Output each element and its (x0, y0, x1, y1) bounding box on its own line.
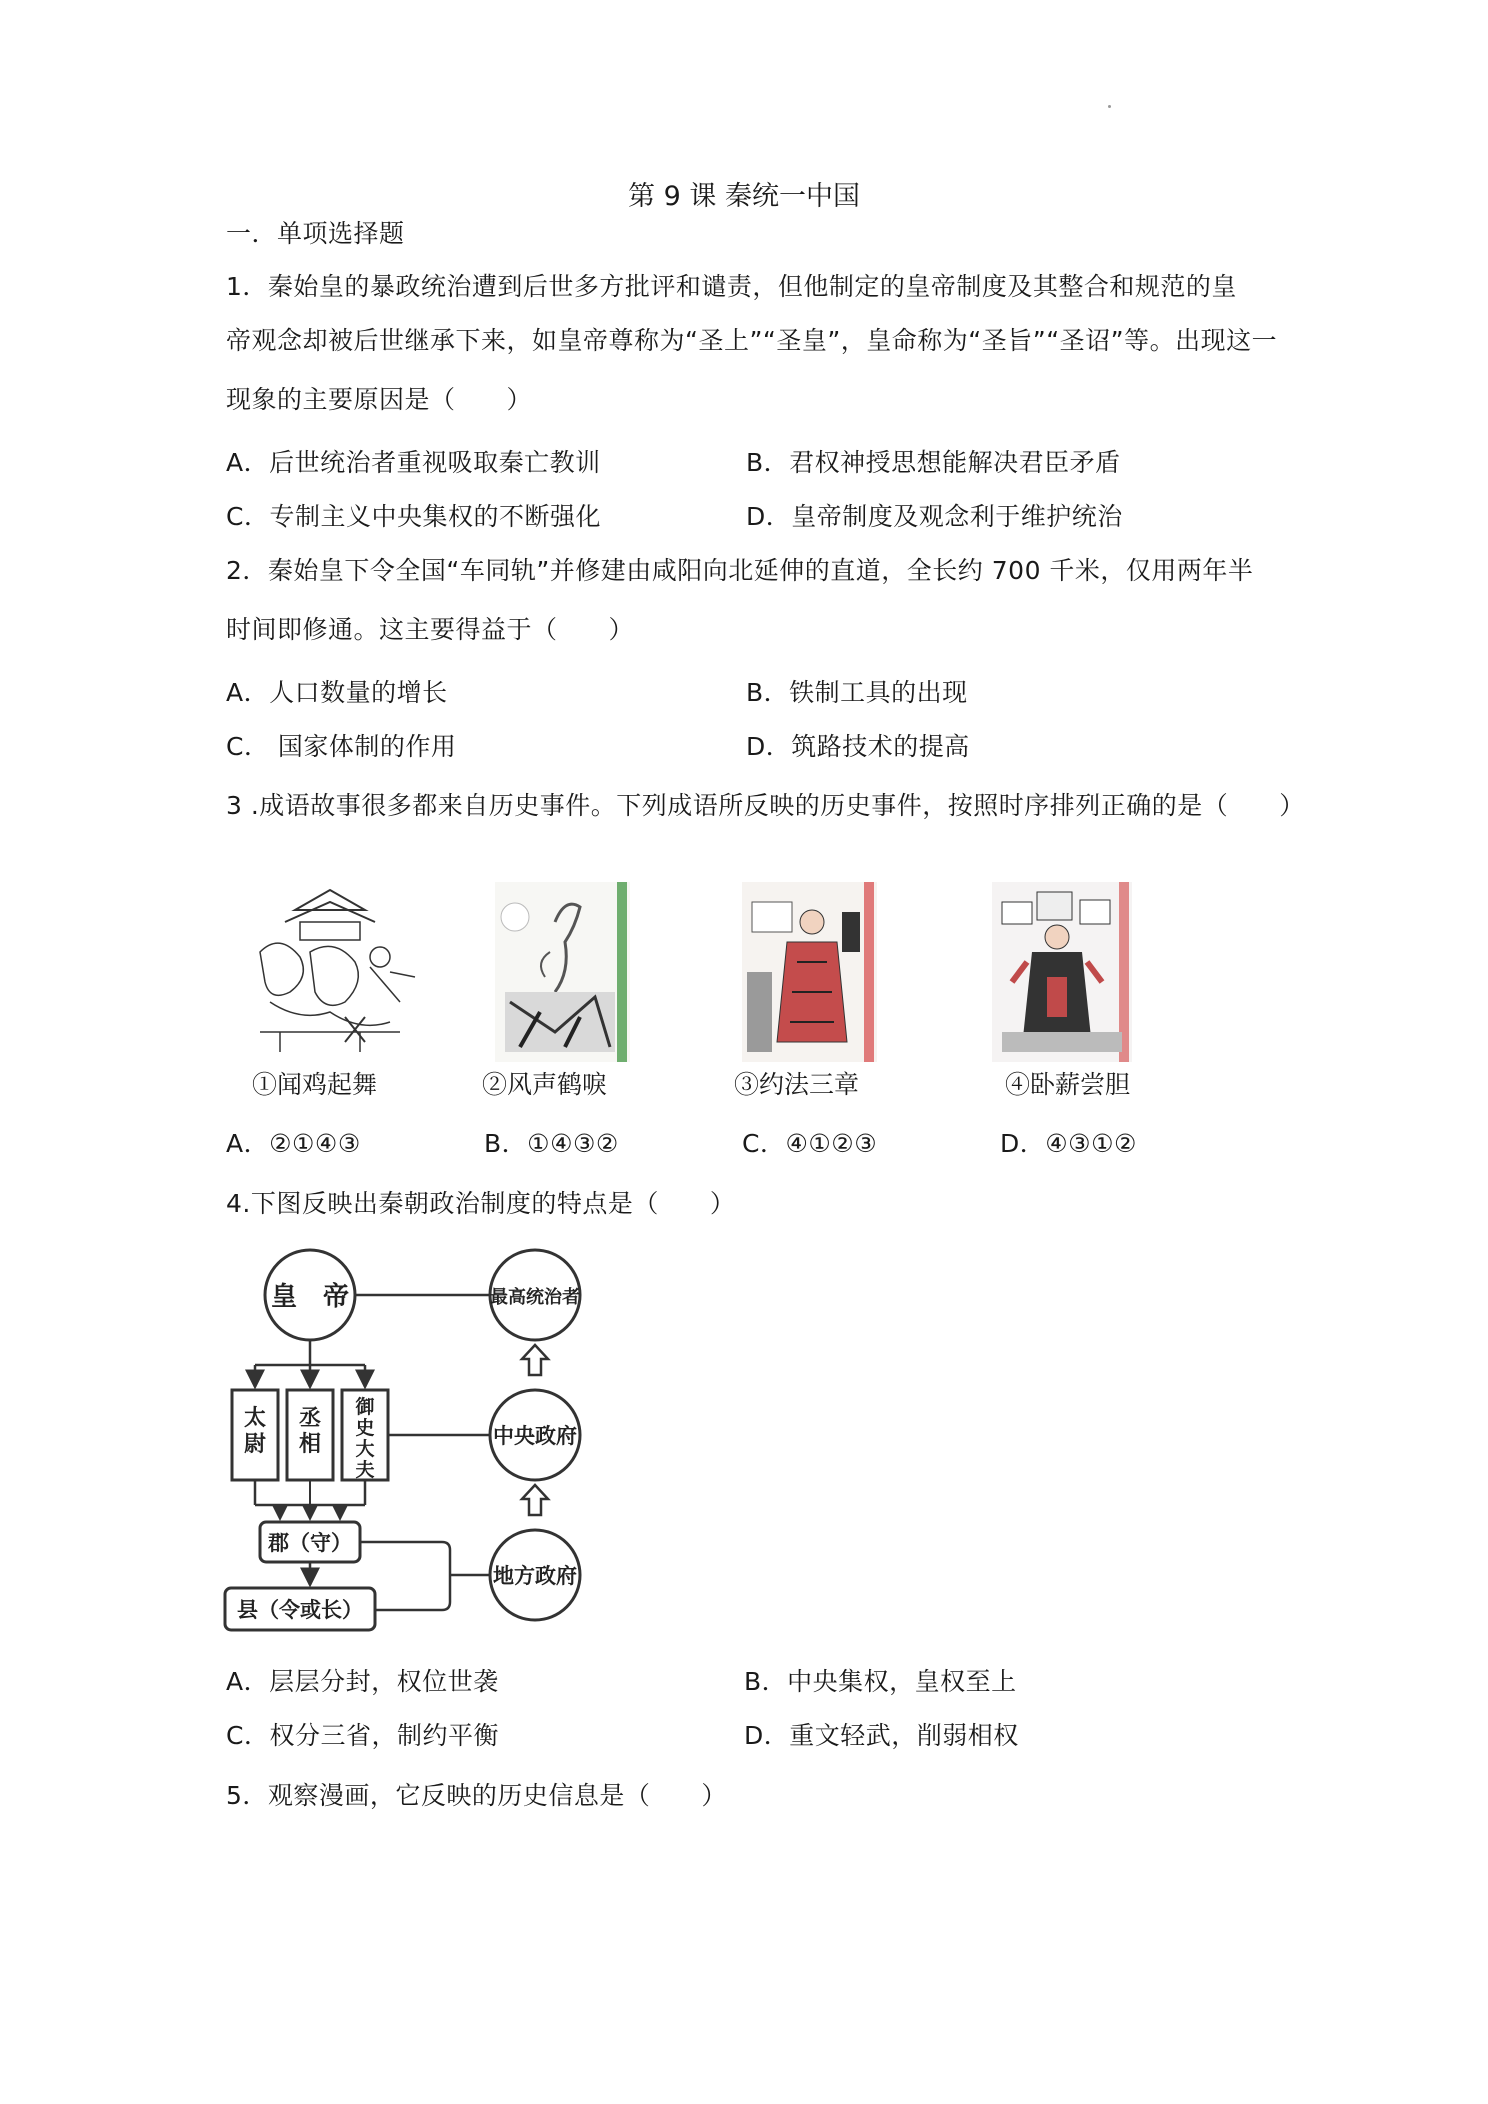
cartoon-caption-3: ③约法三章 (734, 1070, 860, 1099)
q3-option-b[interactable]: B．①④③② (484, 1129, 619, 1158)
q1-option-a[interactable]: A．后世统治者重视吸取秦亡教训 (226, 448, 601, 477)
official-label-1: 太尉 (243, 1405, 267, 1457)
q1-option-d[interactable]: D．皇帝制度及观念利于维护统治 (746, 502, 1123, 531)
q4-line-1: 4.下图反映出秦朝政治制度的特点是（ ） (226, 1189, 736, 1218)
circle-label-2: 中央政府 (493, 1423, 577, 1448)
page-title: 第 9 课 秦统一中国 (628, 181, 860, 212)
cartoon-image-4 (992, 882, 1132, 1062)
official-label-3: 御史大夫 (355, 1396, 375, 1481)
page-mark (1108, 105, 1111, 108)
q2-option-d[interactable]: D．筑路技术的提高 (746, 732, 970, 761)
q3-line-1: 3 .成语故事很多都来自历史事件。下列成语所反映的历史事件，按照时序排列正确的是（ ） (226, 791, 1305, 820)
cartoon-image-3 (742, 882, 877, 1062)
q4-option-a[interactable]: A．层层分封，权位世袭 (226, 1667, 499, 1696)
q1-line-3: 现象的主要原因是（ ） (226, 385, 533, 414)
q2-option-b[interactable]: B．铁制工具的出现 (746, 678, 968, 707)
q4-option-c[interactable]: C．权分三省，制约平衡 (226, 1721, 499, 1750)
jun-label: 郡（守） (268, 1530, 352, 1555)
q1-option-c[interactable]: C．专制主义中央集权的不断强化 (226, 502, 601, 531)
cartoon-image-2 (495, 882, 630, 1062)
q5-line-1: 5．观察漫画，它反映的历史信息是（ ） (226, 1781, 727, 1810)
q3-option-c[interactable]: C．④①②③ (742, 1129, 878, 1158)
circle-label-1: 最高统治者 (490, 1287, 580, 1308)
official-label-2: 丞相 (298, 1405, 322, 1457)
q3-option-d[interactable]: D．④③①② (1000, 1129, 1137, 1158)
cartoon-image-1 (240, 882, 420, 1062)
circle-label-3: 地方政府 (493, 1563, 577, 1588)
q4-option-b[interactable]: B．中央集权，皇权至上 (744, 1667, 1017, 1696)
q2-option-c[interactable]: C． 国家体制的作用 (226, 732, 457, 761)
cartoon-caption-1: ①闻鸡起舞 (252, 1070, 378, 1099)
q3-option-a[interactable]: A．②①④③ (226, 1129, 361, 1158)
q1-line-1: 1．秦始皇的暴政统治遭到后世多方批评和谴责，但他制定的皇帝制度及其整合和规范的皇 (226, 272, 1237, 301)
section-heading: 一．单项选择题 (226, 219, 405, 248)
up-arrow-icon (522, 1345, 548, 1375)
q2-line-2: 时间即修通。这主要得益于（ ） (226, 615, 635, 644)
cartoon-caption-4: ④卧薪尝胆 (1005, 1070, 1131, 1099)
cartoon-caption-2: ②风声鹤唳 (482, 1070, 608, 1099)
qin-political-structure-diagram (220, 1245, 600, 1645)
q1-option-b[interactable]: B．君权神授思想能解决君臣矛盾 (746, 448, 1121, 477)
emperor-label: 皇 帝 (270, 1282, 350, 1312)
xian-label: 县（令或长） (237, 1597, 363, 1622)
q2-option-a[interactable]: A．人口数量的增长 (226, 678, 448, 707)
q4-option-d[interactable]: D．重文轻武，削弱相权 (744, 1721, 1019, 1750)
q2-line-1: 2．秦始皇下令全国“车同轨”并修建由咸阳向北延伸的直道，全长约 700 千米，仅用两年半 (226, 556, 1254, 585)
up-arrow-icon (522, 1485, 548, 1515)
q1-line-2: 帝观念却被后世继承下来，如皇帝尊称为“圣上”“圣皇”，皇命称为“圣旨”“圣诏”等。出现这一 (226, 326, 1278, 355)
